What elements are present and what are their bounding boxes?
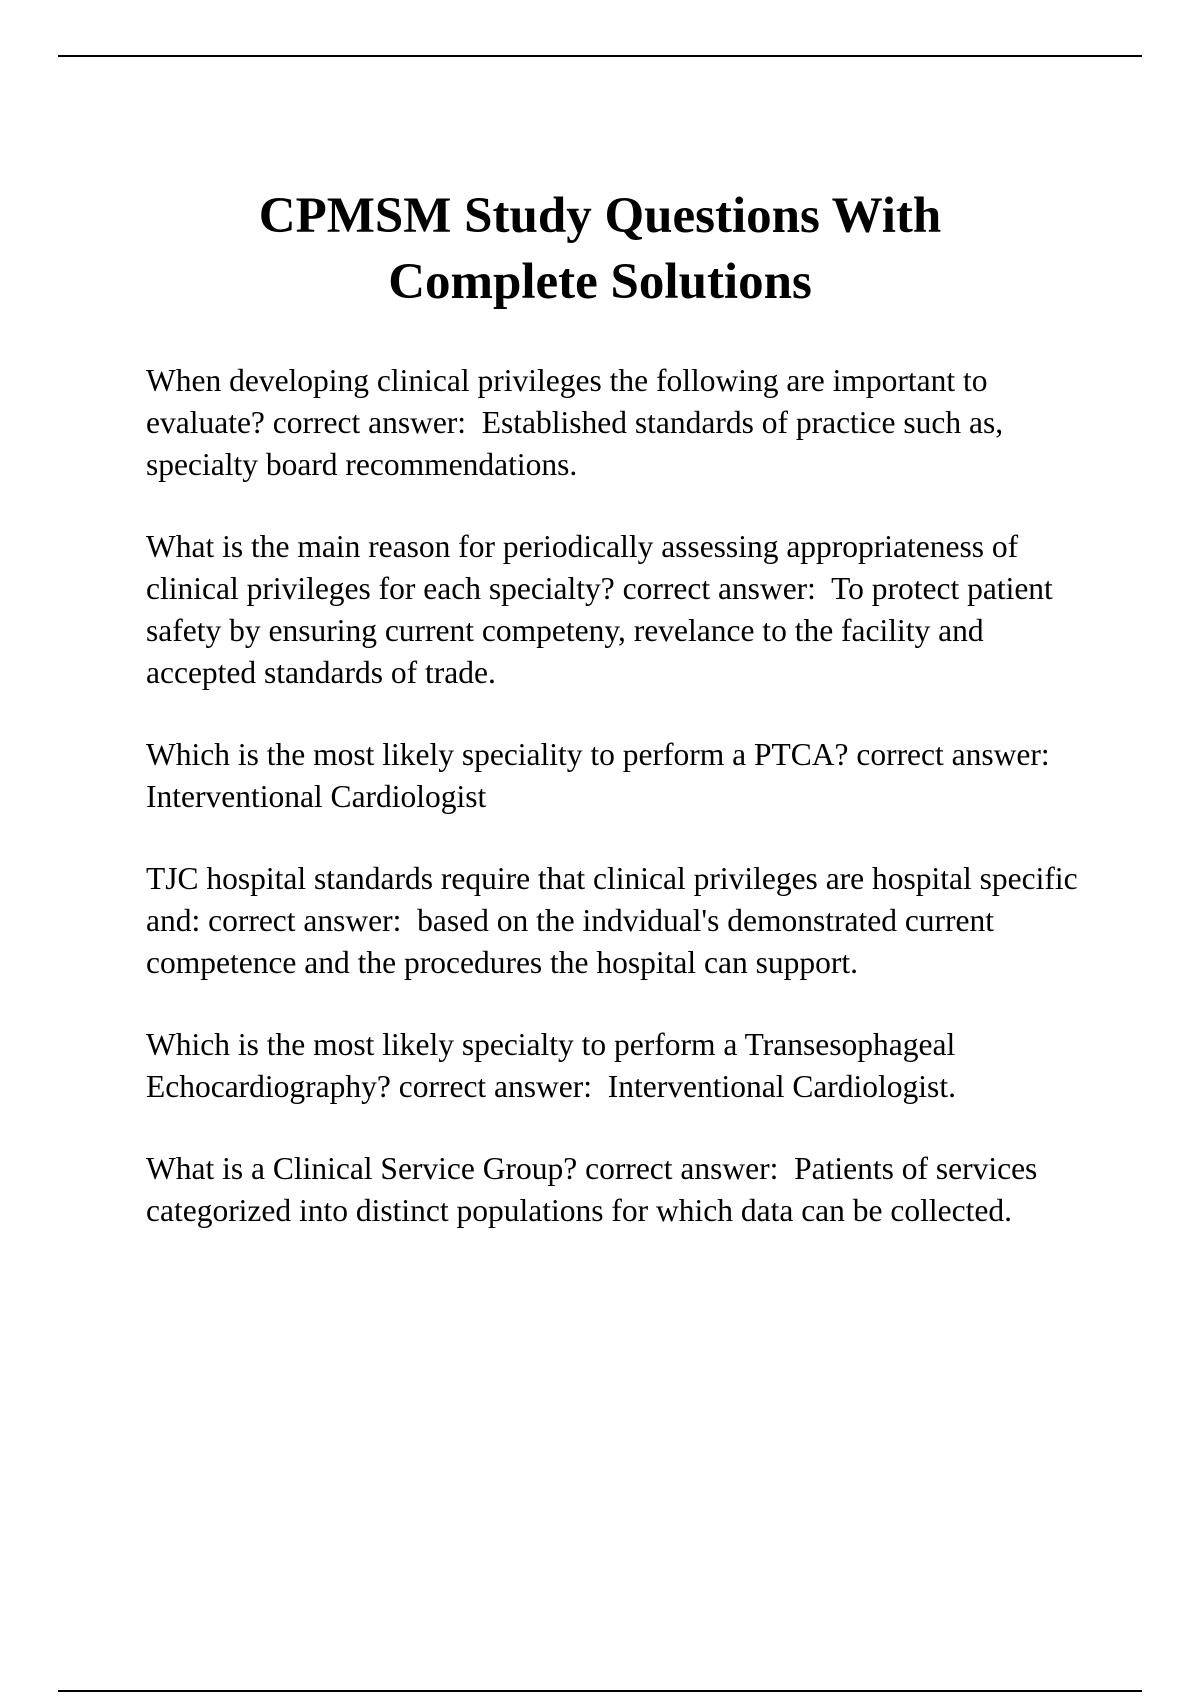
- qa-item: When developing clinical privileges the following are important to evaluate? correct answer: Established standards of practice such as, specialty board recommendations.: [146, 363, 1012, 482]
- title-line-1: CPMSM Study Questions With: [258, 188, 942, 244]
- document-title: [100, 183, 1100, 315]
- qa-item: What is a Clinical Service Group? correct answer: Patients of services categorized into distinct populations for which data can be collected.: [146, 1151, 1046, 1228]
- title-line-2: Complete Solutions: [388, 254, 812, 310]
- qa-list: [146, 360, 1086, 1272]
- qa-item: Which is the most likely specialty to perform a Transesophageal Echocardiography? correct answer: Interventional Cardiologist.: [146, 1027, 964, 1104]
- header-rule: [58, 55, 1142, 57]
- qa-item: TJC hospital standards require that clinical privileges are hospital specific and: correct answer: based on the indvidual's demonstrated current competence and the procedures the hospital can support.: [146, 861, 1086, 980]
- qa-item: What is the main reason for periodically assessing appropriateness of clinical privileges for each specialty? correct answer: To protect patient safety by ensuring current competeny, revelance to the facility and accepted standards of trade.: [146, 529, 1061, 690]
- footer-rule: [58, 1690, 1142, 1692]
- qa-item: Which is the most likely speciality to perform a PTCA? correct answer: Interventional Cardiologist: [146, 737, 1066, 814]
